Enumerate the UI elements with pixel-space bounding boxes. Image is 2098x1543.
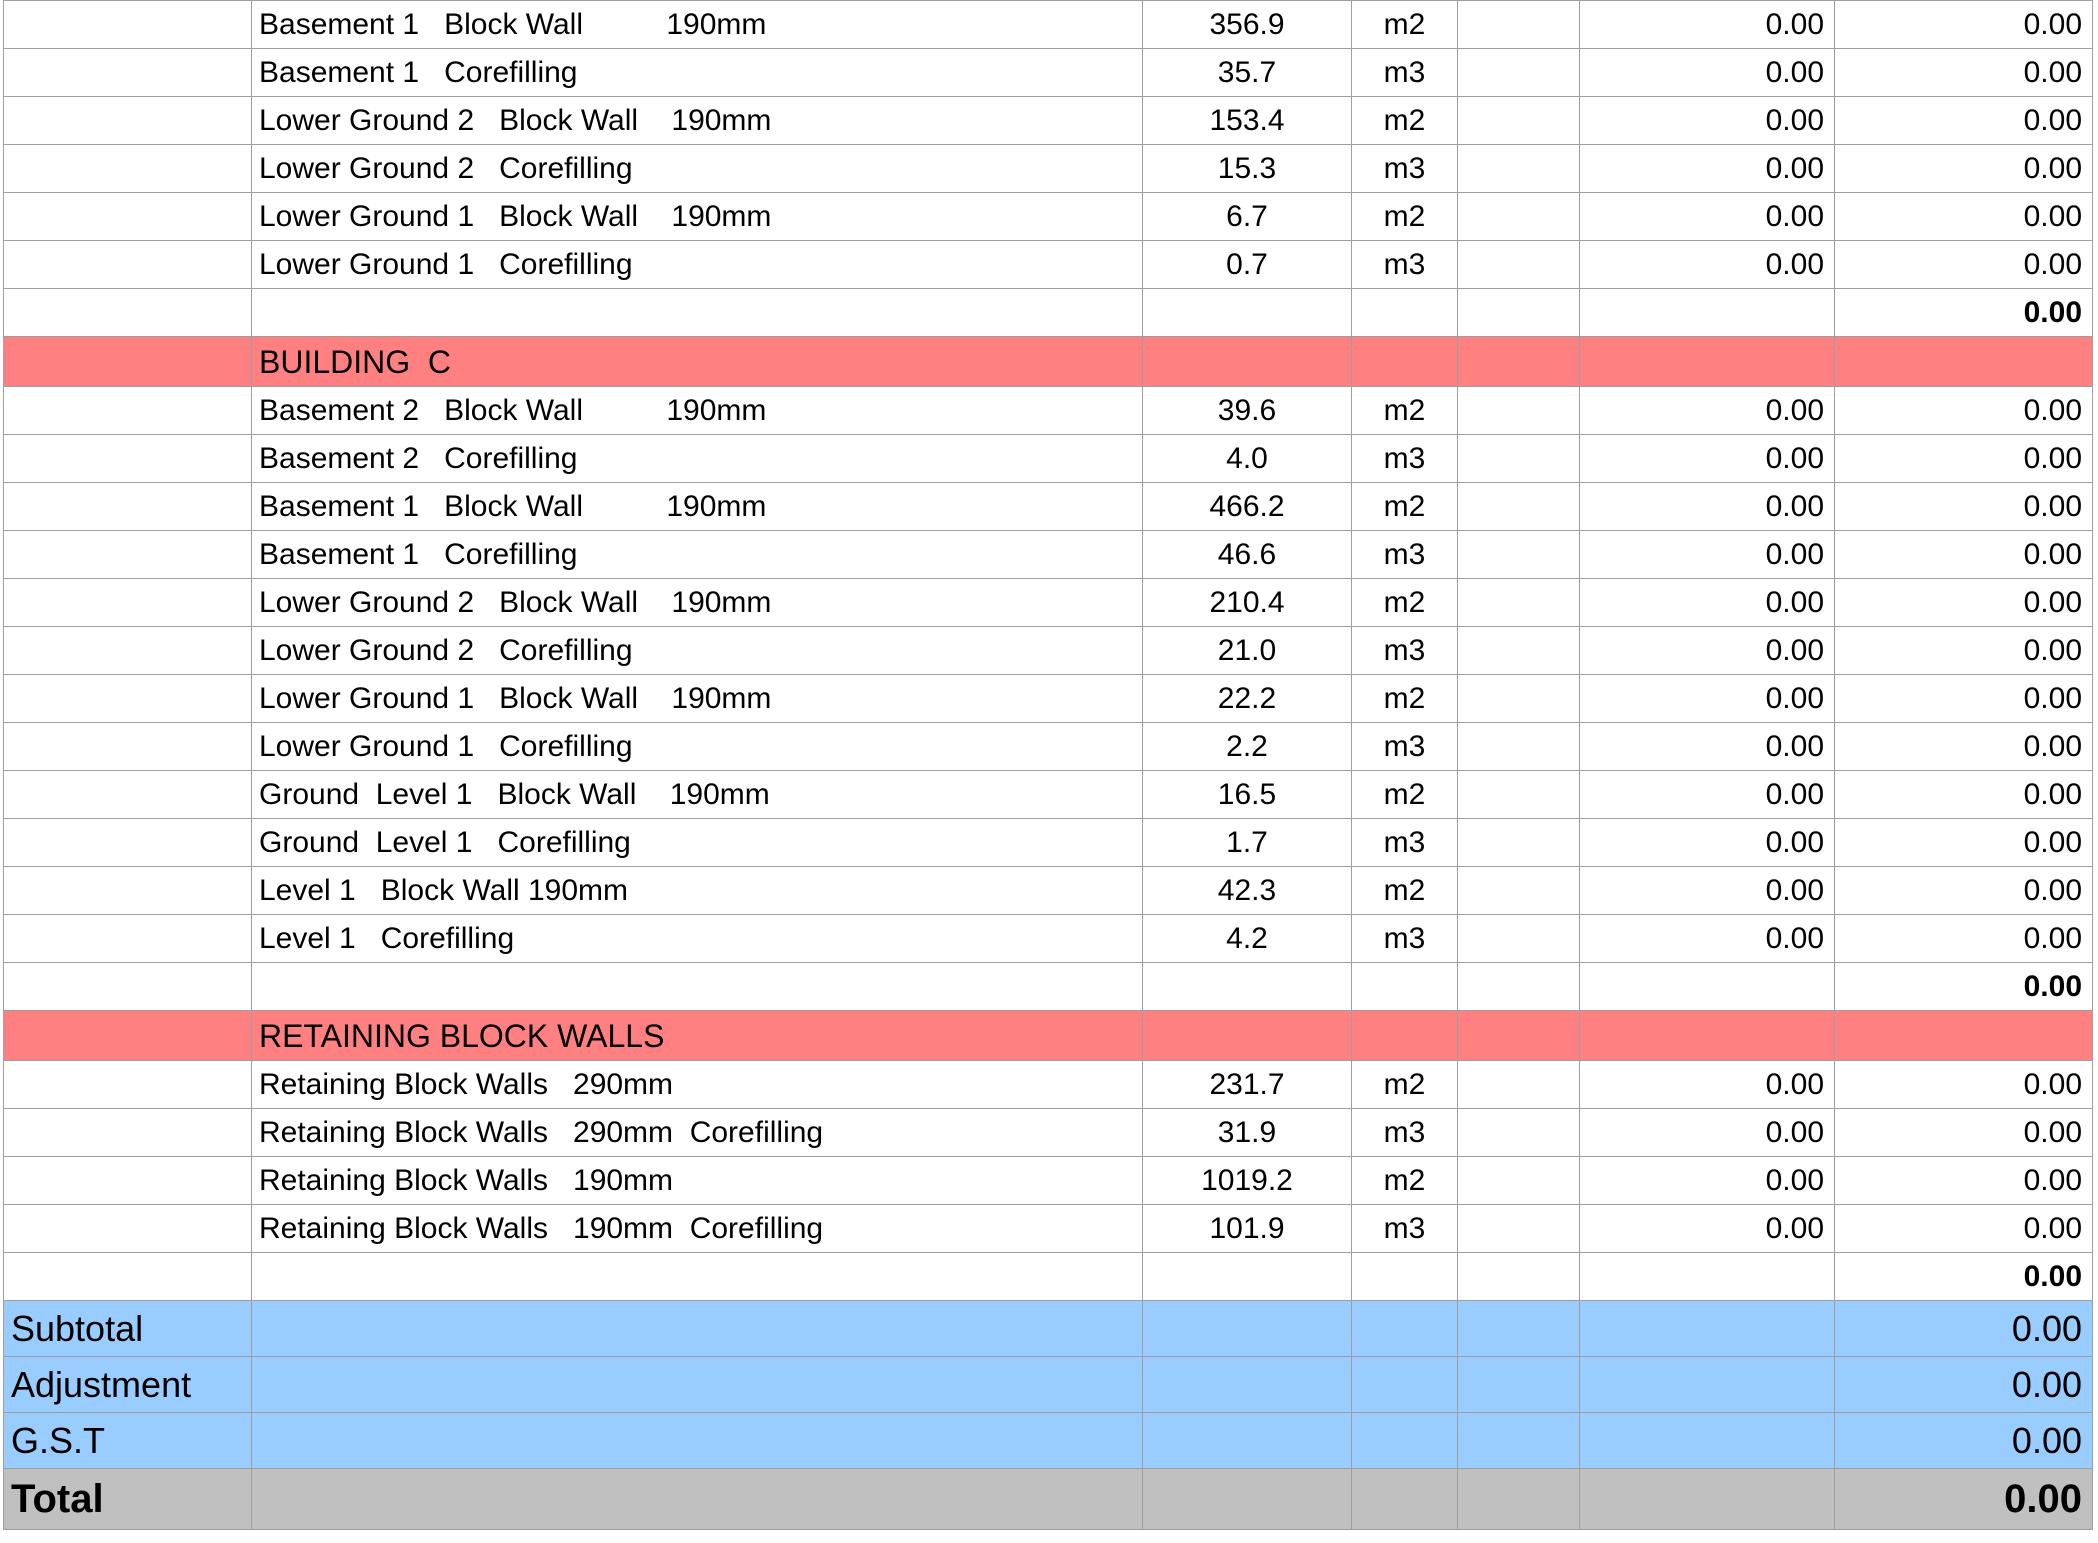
ref-cell[interactable] (4, 193, 252, 241)
item-unit[interactable]: m3 (1352, 723, 1458, 771)
amount-cell[interactable] (1835, 337, 2093, 387)
unit-cell[interactable] (1352, 1469, 1458, 1530)
desc-cell[interactable] (252, 1357, 1143, 1413)
item-description[interactable]: Retaining Block Walls 290mm (252, 1061, 1143, 1109)
spacer-cell[interactable] (1458, 1, 1580, 49)
rate-cell[interactable] (1580, 1253, 1835, 1301)
item-description[interactable]: Basement 2 Corefilling (252, 435, 1143, 483)
item-description[interactable]: Ground Level 1 Block Wall 190mm (252, 771, 1143, 819)
spacer-cell[interactable] (1458, 289, 1580, 337)
item-description[interactable]: Lower Ground 1 Corefilling (252, 241, 1143, 289)
line-item-row (4, 819, 2093, 867)
line-item-row (4, 241, 2093, 289)
ref-cell[interactable] (4, 97, 252, 145)
ref-cell[interactable] (4, 963, 252, 1011)
spacer-cell[interactable] (1458, 97, 1580, 145)
table-body (4, 1, 2093, 1530)
ref-cell[interactable] (4, 1011, 252, 1061)
item-description[interactable]: Basement 1 Block Wall 190mm (252, 483, 1143, 531)
item-description[interactable]: Lower Ground 2 Corefilling (252, 145, 1143, 193)
item-rate[interactable]: 0.00 (1580, 867, 1835, 915)
ref-cell[interactable] (4, 387, 252, 435)
spacer-cell[interactable] (1458, 1253, 1580, 1301)
item-rate[interactable]: 0.00 (1580, 819, 1835, 867)
unit-cell[interactable] (1352, 289, 1458, 337)
spacer-cell[interactable] (1458, 1061, 1580, 1109)
item-amount[interactable]: 0.00 (1835, 1, 2093, 49)
qty-cell[interactable] (1143, 1413, 1352, 1469)
ref-cell[interactable] (4, 819, 252, 867)
summary-amount[interactable]: 0.00 (1835, 1301, 2093, 1357)
desc-cell[interactable] (252, 963, 1143, 1011)
item-unit[interactable]: m3 (1352, 435, 1458, 483)
unit-cell[interactable] (1352, 337, 1458, 387)
item-quantity[interactable]: 466.2 (1143, 483, 1352, 531)
spacer-cell[interactable] (1458, 771, 1580, 819)
unit-cell[interactable] (1352, 1253, 1458, 1301)
qty-cell[interactable] (1143, 1469, 1352, 1530)
item-description[interactable]: Basement 2 Block Wall 190mm (252, 387, 1143, 435)
item-amount[interactable]: 0.00 (1835, 1109, 2093, 1157)
spacer-cell[interactable] (1458, 579, 1580, 627)
spacer-cell[interactable] (1458, 387, 1580, 435)
section-subtotal-amount[interactable]: 0.00 (1835, 1253, 2093, 1301)
spacer-cell[interactable] (1458, 819, 1580, 867)
item-quantity[interactable]: 153.4 (1143, 97, 1352, 145)
section-heading-row (4, 1011, 2093, 1061)
item-quantity[interactable]: 22.2 (1143, 675, 1352, 723)
item-amount[interactable]: 0.00 (1835, 579, 2093, 627)
item-rate[interactable]: 0.00 (1580, 241, 1835, 289)
item-unit[interactable]: m2 (1352, 771, 1458, 819)
item-rate[interactable]: 0.00 (1580, 483, 1835, 531)
item-unit[interactable]: m2 (1352, 1061, 1458, 1109)
spacer-cell[interactable] (1458, 145, 1580, 193)
line-item-row (4, 387, 2093, 435)
item-quantity[interactable]: 6.7 (1143, 193, 1352, 241)
item-unit[interactable]: m3 (1352, 915, 1458, 963)
qty-cell[interactable] (1143, 337, 1352, 387)
item-unit[interactable]: m2 (1352, 675, 1458, 723)
item-rate[interactable]: 0.00 (1580, 1157, 1835, 1205)
rate-cell[interactable] (1580, 1301, 1835, 1357)
line-item-row (4, 435, 2093, 483)
amount-cell[interactable] (1835, 1011, 2093, 1061)
spacer-cell[interactable] (1458, 1157, 1580, 1205)
item-unit[interactable]: m3 (1352, 627, 1458, 675)
spacer-cell[interactable] (1458, 483, 1580, 531)
ref-cell[interactable] (4, 483, 252, 531)
ref-cell[interactable] (4, 49, 252, 97)
spacer-cell[interactable] (1458, 1301, 1580, 1357)
item-description[interactable]: Retaining Block Walls 190mm (252, 1157, 1143, 1205)
item-unit[interactable]: m2 (1352, 1157, 1458, 1205)
item-quantity[interactable]: 0.7 (1143, 241, 1352, 289)
item-quantity[interactable]: 4.2 (1143, 915, 1352, 963)
ref-cell[interactable] (4, 723, 252, 771)
item-rate[interactable]: 0.00 (1580, 145, 1835, 193)
item-unit[interactable]: m2 (1352, 579, 1458, 627)
total-amount[interactable]: 0.00 (1835, 1469, 2093, 1530)
line-item-row (4, 193, 2093, 241)
item-unit[interactable]: m3 (1352, 1205, 1458, 1253)
unit-cell[interactable] (1352, 1011, 1458, 1061)
ref-cell[interactable] (4, 531, 252, 579)
item-quantity[interactable]: 356.9 (1143, 1, 1352, 49)
item-description[interactable]: Lower Ground 1 Block Wall 190mm (252, 675, 1143, 723)
item-description[interactable]: Ground Level 1 Corefilling (252, 819, 1143, 867)
item-description[interactable]: Retaining Block Walls 290mm Corefilling (252, 1109, 1143, 1157)
item-amount[interactable]: 0.00 (1835, 1061, 2093, 1109)
line-item-row (4, 483, 2093, 531)
rate-cell[interactable] (1580, 1357, 1835, 1413)
section-subtotal-row (4, 289, 2093, 337)
item-unit[interactable]: m2 (1352, 387, 1458, 435)
item-unit[interactable]: m3 (1352, 819, 1458, 867)
desc-cell[interactable] (252, 1413, 1143, 1469)
desc-cell[interactable] (252, 1301, 1143, 1357)
item-amount[interactable]: 0.00 (1835, 435, 2093, 483)
cost-estimate-table (3, 0, 2093, 1530)
item-rate[interactable]: 0.00 (1580, 915, 1835, 963)
item-description[interactable]: Lower Ground 1 Block Wall 190mm (252, 193, 1143, 241)
item-unit[interactable]: m3 (1352, 531, 1458, 579)
spacer-cell[interactable] (1458, 1469, 1580, 1530)
ref-cell[interactable] (4, 1157, 252, 1205)
spacer-cell[interactable] (1458, 1109, 1580, 1157)
ref-cell[interactable] (4, 1061, 252, 1109)
ref-cell[interactable] (4, 1109, 252, 1157)
item-rate[interactable]: 0.00 (1580, 627, 1835, 675)
item-description[interactable]: Lower Ground 2 Corefilling (252, 627, 1143, 675)
item-quantity[interactable]: 4.0 (1143, 435, 1352, 483)
spacer-cell[interactable] (1458, 337, 1580, 387)
ref-cell[interactable] (4, 579, 252, 627)
spacer-cell[interactable] (1458, 435, 1580, 483)
item-rate[interactable]: 0.00 (1580, 675, 1835, 723)
item-amount[interactable]: 0.00 (1835, 97, 2093, 145)
spacer-cell[interactable] (1458, 49, 1580, 97)
line-item-row (4, 723, 2093, 771)
ref-cell[interactable] (4, 627, 252, 675)
line-item-row (4, 97, 2093, 145)
total-row (4, 1469, 2093, 1530)
item-quantity[interactable]: 101.9 (1143, 1205, 1352, 1253)
item-unit[interactable]: m3 (1352, 1109, 1458, 1157)
ref-cell[interactable] (4, 1253, 252, 1301)
ref-cell[interactable] (4, 241, 252, 289)
qty-cell[interactable] (1143, 963, 1352, 1011)
item-quantity[interactable]: 39.6 (1143, 387, 1352, 435)
rate-cell[interactable] (1580, 337, 1835, 387)
item-amount[interactable]: 0.00 (1835, 771, 2093, 819)
ref-cell[interactable] (4, 145, 252, 193)
line-item-row (4, 627, 2093, 675)
item-quantity[interactable]: 210.4 (1143, 579, 1352, 627)
spacer-cell[interactable] (1458, 627, 1580, 675)
line-item-row (4, 1, 2093, 49)
item-description[interactable]: Lower Ground 2 Block Wall 190mm (252, 97, 1143, 145)
summary-label[interactable]: G.S.T (4, 1413, 252, 1469)
desc-cell[interactable] (252, 1469, 1143, 1530)
spacer-cell[interactable] (1458, 193, 1580, 241)
ref-cell[interactable] (4, 1205, 252, 1253)
line-item-row (4, 1109, 2093, 1157)
item-description[interactable]: Level 1 Block Wall 190mm (252, 867, 1143, 915)
rate-cell[interactable] (1580, 1011, 1835, 1061)
item-unit[interactable]: m2 (1352, 483, 1458, 531)
ref-cell[interactable] (4, 867, 252, 915)
item-rate[interactable]: 0.00 (1580, 723, 1835, 771)
ref-cell[interactable] (4, 1, 252, 49)
unit-cell[interactable] (1352, 963, 1458, 1011)
item-quantity[interactable]: 16.5 (1143, 771, 1352, 819)
item-quantity[interactable]: 35.7 (1143, 49, 1352, 97)
item-unit[interactable]: m2 (1352, 1, 1458, 49)
item-amount[interactable]: 0.00 (1835, 49, 2093, 97)
summary-row (4, 1413, 2093, 1469)
item-quantity[interactable]: 1.7 (1143, 819, 1352, 867)
rate-cell[interactable] (1580, 1413, 1835, 1469)
item-amount[interactable]: 0.00 (1835, 1205, 2093, 1253)
item-quantity[interactable]: 2.2 (1143, 723, 1352, 771)
item-quantity[interactable]: 1019.2 (1143, 1157, 1352, 1205)
item-unit[interactable]: m3 (1352, 49, 1458, 97)
ref-cell[interactable] (4, 915, 252, 963)
item-rate[interactable]: 0.00 (1580, 531, 1835, 579)
line-item-row (4, 1157, 2093, 1205)
qty-cell[interactable] (1143, 289, 1352, 337)
spacer-cell[interactable] (1458, 1011, 1580, 1061)
section-subtotal-row (4, 963, 2093, 1011)
line-item-row (4, 1205, 2093, 1253)
item-amount[interactable]: 0.00 (1835, 915, 2093, 963)
desc-cell[interactable] (252, 289, 1143, 337)
item-amount[interactable]: 0.00 (1835, 723, 2093, 771)
item-description[interactable]: Basement 1 Corefilling (252, 49, 1143, 97)
section-subtotal-amount[interactable]: 0.00 (1835, 289, 2093, 337)
item-rate[interactable]: 0.00 (1580, 1205, 1835, 1253)
item-quantity[interactable]: 21.0 (1143, 627, 1352, 675)
ref-cell[interactable] (4, 435, 252, 483)
desc-cell[interactable] (252, 1253, 1143, 1301)
item-rate[interactable]: 0.00 (1580, 579, 1835, 627)
spacer-cell[interactable] (1458, 241, 1580, 289)
item-unit[interactable]: m2 (1352, 97, 1458, 145)
summary-amount[interactable]: 0.00 (1835, 1413, 2093, 1469)
item-rate[interactable]: 0.00 (1580, 387, 1835, 435)
spacer-cell[interactable] (1458, 915, 1580, 963)
spacer-cell[interactable] (1458, 1413, 1580, 1469)
spacer-cell[interactable] (1458, 675, 1580, 723)
unit-cell[interactable] (1352, 1301, 1458, 1357)
summary-amount[interactable]: 0.00 (1835, 1357, 2093, 1413)
unit-cell[interactable] (1352, 1357, 1458, 1413)
item-amount[interactable]: 0.00 (1835, 531, 2093, 579)
unit-cell[interactable] (1352, 1413, 1458, 1469)
item-description[interactable]: Lower Ground 1 Corefilling (252, 723, 1143, 771)
item-rate[interactable]: 0.00 (1580, 1, 1835, 49)
rate-cell[interactable] (1580, 1469, 1835, 1530)
item-quantity[interactable]: 231.7 (1143, 1061, 1352, 1109)
item-amount[interactable]: 0.00 (1835, 867, 2093, 915)
line-item-row (4, 49, 2093, 97)
spacer-cell[interactable] (1458, 723, 1580, 771)
item-quantity[interactable]: 46.6 (1143, 531, 1352, 579)
ref-cell[interactable] (4, 675, 252, 723)
line-item-row (4, 675, 2093, 723)
item-amount[interactable]: 0.00 (1835, 483, 2093, 531)
ref-cell[interactable] (4, 337, 252, 387)
item-unit[interactable]: m2 (1352, 193, 1458, 241)
qty-cell[interactable] (1143, 1301, 1352, 1357)
item-amount[interactable]: 0.00 (1835, 193, 2093, 241)
item-description[interactable]: Level 1 Corefilling (252, 915, 1143, 963)
ref-cell[interactable] (4, 289, 252, 337)
line-item-row (4, 1061, 2093, 1109)
section-heading[interactable]: BUILDING C (252, 337, 1143, 387)
line-item-row (4, 531, 2093, 579)
item-quantity[interactable]: 31.9 (1143, 1109, 1352, 1157)
summary-label[interactable]: Adjustment (4, 1357, 252, 1413)
item-amount[interactable]: 0.00 (1835, 675, 2093, 723)
section-heading[interactable]: RETAINING BLOCK WALLS (252, 1011, 1143, 1061)
item-rate[interactable]: 0.00 (1580, 1061, 1835, 1109)
section-subtotal-row (4, 1253, 2093, 1301)
item-rate[interactable]: 0.00 (1580, 193, 1835, 241)
item-quantity[interactable]: 42.3 (1143, 867, 1352, 915)
total-label[interactable]: Total (4, 1469, 252, 1530)
item-rate[interactable]: 0.00 (1580, 49, 1835, 97)
item-quantity[interactable]: 15.3 (1143, 145, 1352, 193)
rate-cell[interactable] (1580, 289, 1835, 337)
spacer-cell[interactable] (1458, 867, 1580, 915)
line-item-row (4, 915, 2093, 963)
line-item-row (4, 145, 2093, 193)
summary-row (4, 1301, 2093, 1357)
item-rate[interactable]: 0.00 (1580, 97, 1835, 145)
line-item-row (4, 867, 2093, 915)
item-amount[interactable]: 0.00 (1835, 241, 2093, 289)
spacer-cell[interactable] (1458, 531, 1580, 579)
spacer-cell[interactable] (1458, 1357, 1580, 1413)
item-amount[interactable]: 0.00 (1835, 627, 2093, 675)
spacer-cell[interactable] (1458, 1205, 1580, 1253)
item-amount[interactable]: 0.00 (1835, 819, 2093, 867)
item-description[interactable]: Basement 1 Block Wall 190mm (252, 1, 1143, 49)
qty-cell[interactable] (1143, 1253, 1352, 1301)
rate-cell[interactable] (1580, 963, 1835, 1011)
line-item-row (4, 771, 2093, 819)
summary-label[interactable]: Subtotal (4, 1301, 252, 1357)
item-rate[interactable]: 0.00 (1580, 435, 1835, 483)
ref-cell[interactable] (4, 771, 252, 819)
section-subtotal-amount[interactable]: 0.00 (1835, 963, 2093, 1011)
qty-cell[interactable] (1143, 1357, 1352, 1413)
item-amount[interactable]: 0.00 (1835, 1157, 2093, 1205)
item-unit[interactable]: m3 (1352, 241, 1458, 289)
summary-row (4, 1357, 2093, 1413)
qty-cell[interactable] (1143, 1011, 1352, 1061)
item-unit[interactable]: m2 (1352, 867, 1458, 915)
item-rate[interactable]: 0.00 (1580, 1109, 1835, 1157)
item-amount[interactable]: 0.00 (1835, 145, 2093, 193)
item-description[interactable]: Retaining Block Walls 190mm Corefilling (252, 1205, 1143, 1253)
item-description[interactable]: Basement 1 Corefilling (252, 531, 1143, 579)
spacer-cell[interactable] (1458, 963, 1580, 1011)
section-heading-row (4, 337, 2093, 387)
item-unit[interactable]: m3 (1352, 145, 1458, 193)
item-description[interactable]: Lower Ground 2 Block Wall 190mm (252, 579, 1143, 627)
item-rate[interactable]: 0.00 (1580, 771, 1835, 819)
item-amount[interactable]: 0.00 (1835, 387, 2093, 435)
line-item-row (4, 579, 2093, 627)
